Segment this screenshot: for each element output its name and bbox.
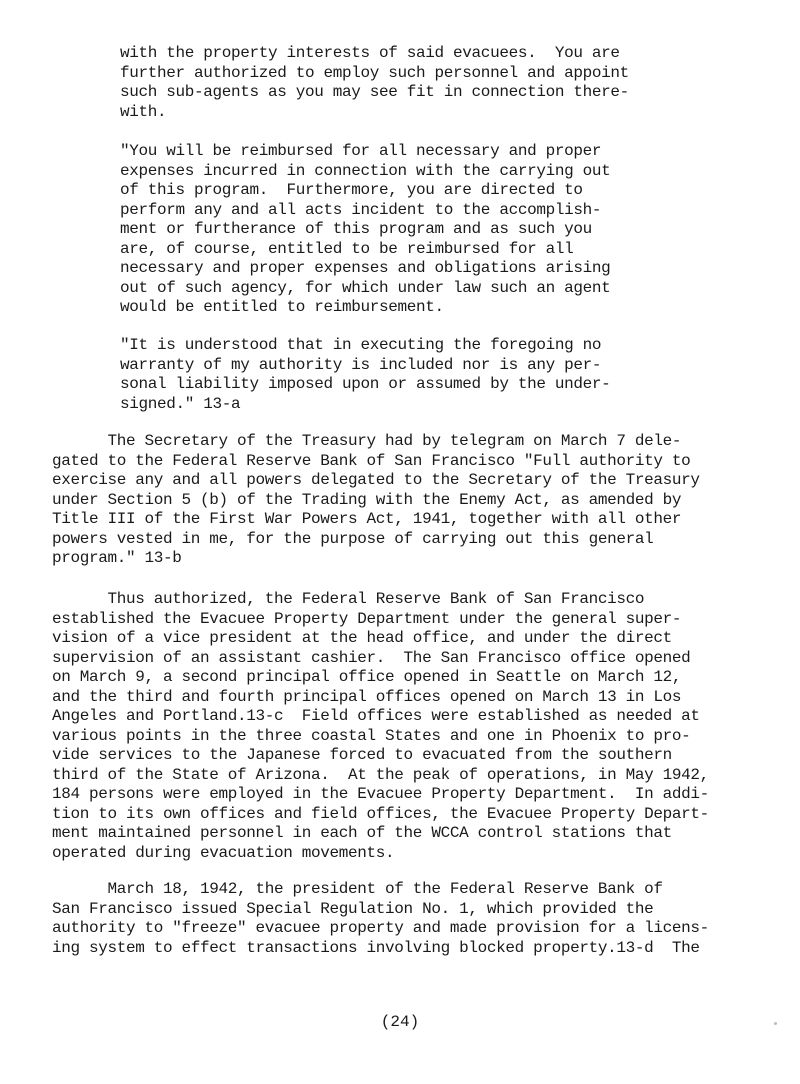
text-line: established the Evacuee Property Department under the general super- [52,609,682,628]
text-line: "It is understood that in executing the foregoing no [120,336,602,354]
text-line: perform any and all acts incident to the accomplish- [120,200,602,219]
quote-paragraph-1 [120,44,629,122]
body-paragraph-2 [52,590,709,863]
text-line: of this program. Furthermore, you are directed to [120,181,583,199]
text-line: out of such agency, for which under law such an agent [120,278,611,297]
text-line: vision of a vice president at the head office, and under the direct [52,629,672,647]
text-line: expenses incurred in connection with the carrying out [120,161,611,180]
text-line: would be entitled to reimbursement. [120,298,444,316]
text-line: tion to its own offices and field offices, the Evacuee Property Depart- [52,804,709,823]
text-line: authority to "freeze" evacuee property and made provision for a licens- [52,919,709,937]
page-number: (24) [380,1013,420,1031]
text-line: are, of course, entitled to be reimbursed for all [120,239,574,258]
text-line: sonal liability imposed upon or assumed by the under- [120,375,611,393]
text-line: operated during evacuation movements. [52,843,395,862]
text-line: supervision of an assistant cashier. The San Francisco office opened [52,648,691,667]
text-line: third of the State of Arizona. At the peak of operations, in May 1942, [52,765,709,784]
text-line: ment maintained personnel in each of the WCCA control stations that [52,824,672,842]
text-line: The Secretary of the Treasury had by telegram on March 7 dele- [52,432,682,450]
text-line: gated to the Federal Reserve Bank of San Francisco "Full authority to [52,451,691,470]
text-line: signed." 13-a [120,394,241,413]
text-line: and the third and fourth principal offices opened on March 13 in Los [52,687,682,706]
body-paragraph-3 [52,880,709,958]
text-line: with the property interests of said evacuees. You are [120,44,620,62]
text-line: on March 9, a second principal office opened in Seattle on March 12, [52,668,682,686]
quote-paragraph-2 [120,142,610,318]
quote-paragraph-3 [120,336,610,414]
text-line: necessary and proper expenses and obligations arising [120,259,611,277]
text-line: 184 persons were employed in the Evacuee Property Department. In addi- [52,785,709,803]
text-line: Thus authorized, the Federal Reserve Bank of San Francisco [52,590,645,608]
text-line: warranty of my authority is included nor is any per- [120,355,602,374]
text-line: under Section 5 (b) of the Trading with the Enemy Act, as amended by [52,490,682,509]
text-line: San Francisco issued Special Regulation No. 1, which provided the [52,899,654,918]
text-line: exercise any and all powers delegated to the Secretary of the Treasury [52,471,700,489]
text-line: program." 13-b [52,549,182,567]
text-line: ment or furtherance of this program and as such you [120,220,592,238]
text-line: with. [120,102,167,121]
text-line: ing system to effect transactions involving blocked property.13-d The [52,938,700,957]
text-line: Angeles and Portland.13-c Field offices were established as needed at [52,707,700,725]
text-line: "You will be reimbursed for all necessary and proper [120,142,602,160]
body-paragraph-1 [52,432,700,569]
text-line: Title III of the First War Powers Act, 1941, together with all other [52,510,682,528]
text-line: various points in the three coastal States and one in Phoenix to pro- [52,726,691,745]
text-line: vide services to the Japanese forced to evacuated from the southern [52,746,672,764]
scan-speck [774,1022,777,1025]
text-line: further authorized to employ such personnel and appoint [120,63,629,82]
text-line: such sub-agents as you may see fit in connection there- [120,83,629,101]
text-line: powers vested in me, for the purpose of carrying out this general [52,529,654,548]
text-line: March 18, 1942, the president of the Federal Reserve Bank of [52,880,663,898]
